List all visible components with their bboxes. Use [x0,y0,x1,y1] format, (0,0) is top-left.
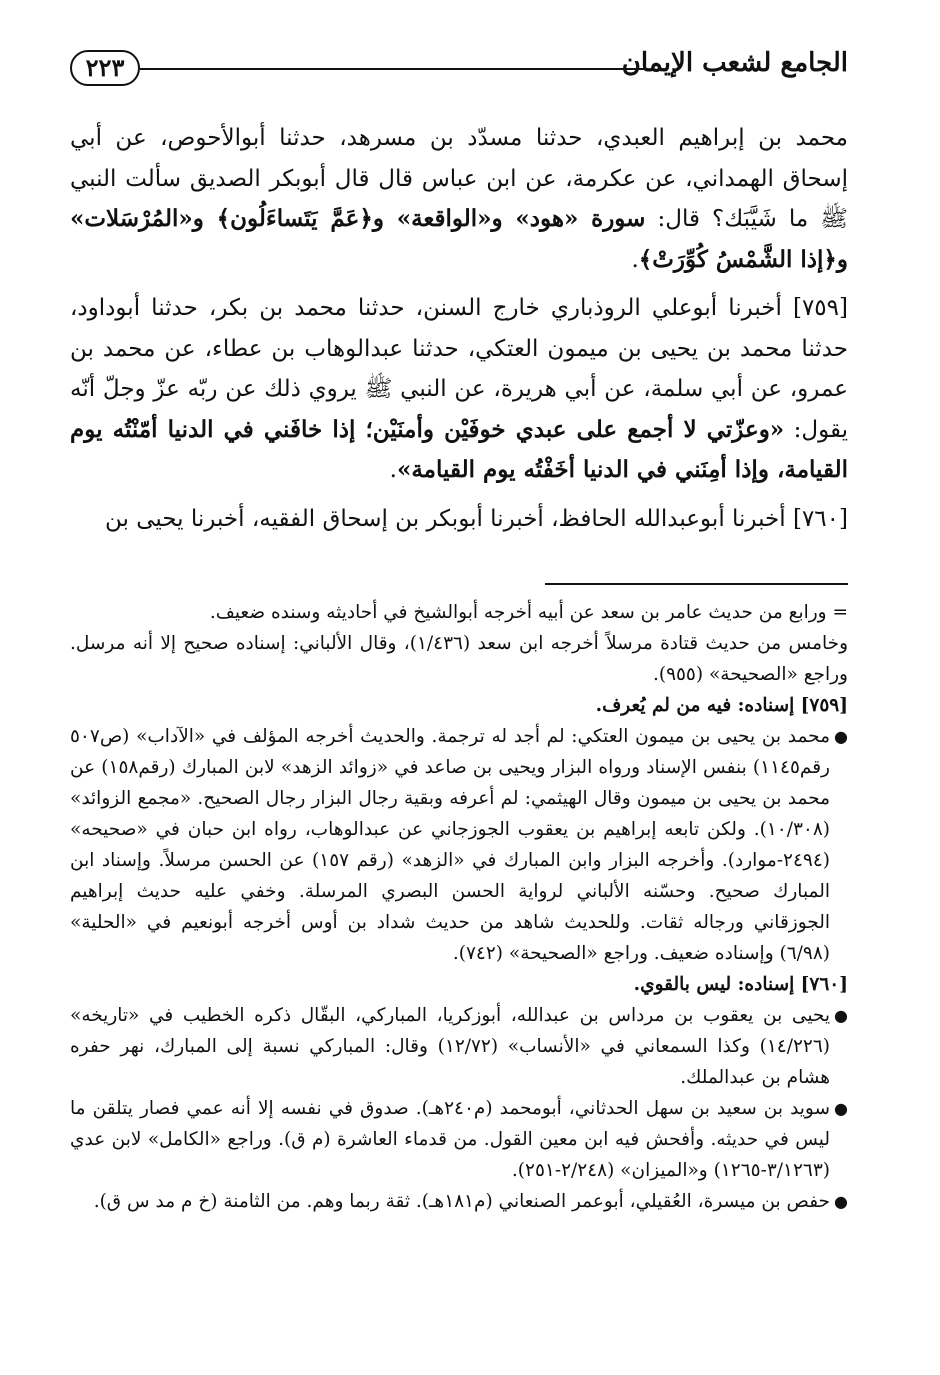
footnote-bullet-item [70,1093,848,1186]
paragraph-hadith-758-end [70,118,848,280]
footnote-text: سويد بن سعيد بن سهل الحدثاني، أبومحمد (م٢٤٠هـ). صدوق في نفسه إلا أنه عمي فصار يتلقن ما ليس في حديثه. وأفحش فيه ابن معين القول. من قدماء العاشرة (م ق). وراجع «الكامل» لابن عدي (٣/١٢٦٣-١٢٦٥) و«الميزان» (٢/٢٤٨-٢٥١). [70,1098,830,1181]
footnote-760-heading: [٧٦٠] إسناده: ليس بالقوي. [633,974,848,995]
footnote-bullet-item [70,1000,848,1093]
footnote-759-heading: [٧٥٩] إسناده: فيه من لم يُعرف. [595,695,848,716]
footnotes [70,597,848,1217]
bullet-icon: ● [834,727,848,746]
footnote-759-list [70,721,848,969]
footnote-continuation-2: وخامس من حديث قتادة مرسلاً أخرجه ابن سعد (١/٤٣٦)، وقال الألباني: إسناده صحيح إلا أنه مرسل. وراجع «الصحيحة» (٩٥٥). [70,633,848,685]
footnote-760-list [70,1000,848,1217]
footnote-text: حفص بن ميسرة، العُقيلي، أبوعمر الصنعاني (م١٨١هـ). ثقة ربما وهم. من الثامنة (خ م مد س ق). [93,1191,830,1212]
bullet-icon: ● [834,1006,848,1025]
isnad-text: [٧٥٩] أخبرنا أبوعلي الروذباري خارج السنن، حدثنا محمد بن بكر، حدثنا أبوداود، حدثنا محمد بن يحيى بن ميمون العتكي، حدثنا عبدالوهاب بن عطاء، عن محمد بن عمرو، عن أبي سلمة، عن أبي هريرة، عن النبي ﷺ يروي ذلك عن ربّه عزّ وجلّ أنّه يقول: [70,295,848,443]
footnote-separator [545,583,848,585]
bullet-icon: ● [834,1192,848,1211]
footnote-bullet-item [70,1186,848,1217]
bullet-icon: ● [834,1099,848,1118]
footnote-text: محمد بن يحيى بن ميمون العتكي: لم أجد له ترجمة. والحديث أخرجه المؤلف في «الآداب» (ص٥٠٧ رقم١١٤٥) بنفس الإسناد ورواه البزار ويحيى بن صاعد في «زوائد الزهد» لابن المبارك (رقم١٥٨) عن محمد بن يحيى بن ميمون وقال الهيثمي: لم أعرفه وبقية رجال البزار رجال الصحيح. «مجمع الزوائد» (١٠/٣٠٨). ولكن تابعه إبراهيم بن يعقوب الجوزجاني عن عبدالوهاب، رواه ابن حبان في «صحيحه» (٢٤٩٤-موارد). وأخرجه البزار وابن المبارك في «الزهد» (رقم ١٥٧) عن الحسن مرسلاً. وإسناد ابن المبارك صحيح. وحسّنه الألباني لرواية الحسن البصري المرسلة. وخفي عليه حديث إبراهيم الجوزقاني ورجاله ثقات. وللحديث شاهد من حديث شداد بن أوس أخرجه أبونعيم في «الحلية» (٦/٩٨) وإسناده ضعيف. وراجع «الصحيحة» (٧٤٢). [70,726,830,964]
footnote-continuation-1: = ورابع من حديث عامر بن سعد عن أبيه أخرجه أبوالشيخ في أحاديثه وسنده ضعيف. [209,602,848,623]
paragraph-hadith-759 [70,288,848,491]
paragraph-hadith-760: [٧٦٠] أخبرنا أبوعبدالله الحافظ، أخبرنا أبوبكر بن إسحاق الفقيه، أخبرنا يحيى بن [104,505,848,532]
punctuation: . [631,246,639,273]
matn-text: سورة «هود» و«الواقعة» و﴿عَمَّ يَتَساءَلُون﴾ و«المُرْسَلات» و﴿إذا الشَّمْسُ كُوِّرَتْ﴾ [70,205,848,273]
punctuation: . [389,457,397,483]
page-header [70,48,848,100]
page-number: ٢٢٣ [70,50,140,86]
footnote-bullet-item [70,721,848,969]
header-rule [140,68,648,70]
footnote-text: يحيى بن يعقوب بن مرداس بن عبدالله، أبوزكريا، المباركي، البقّال ذكره الخطيب في «تاريخه» (١٤/٢٢٦) وكذا السمعاني في «الأنساب» (١٢/٧٢) وقال: المباركي نسبة إلى المبارك، نهر حفره هشام بن عبدالملك. [70,1005,830,1088]
isnad-text: محمد بن إبراهيم العبدي، حدثنا مسدّد بن مسرهد، حدثنا أبوالأحوص، عن أبي إسحاق الهمداني، عن عكرمة، عن ابن عباس قال قال أبوبكر الصديق سألت النبي ﷺ ما شَيَّبَك؟ قال: [70,125,849,232]
main-text [70,118,848,547]
running-title: الجامع لشعب الإيمان [621,48,848,78]
matn-text: «وعزّتي لا أجمع على عبدي خوفَيْن وأمنَيْن؛ إذا خافَني في الدنيا أمّنْتُه يوم القيامة، وإذا أمِنَني في الدنيا أخَفْتُه يوم القيامة» [70,415,848,483]
